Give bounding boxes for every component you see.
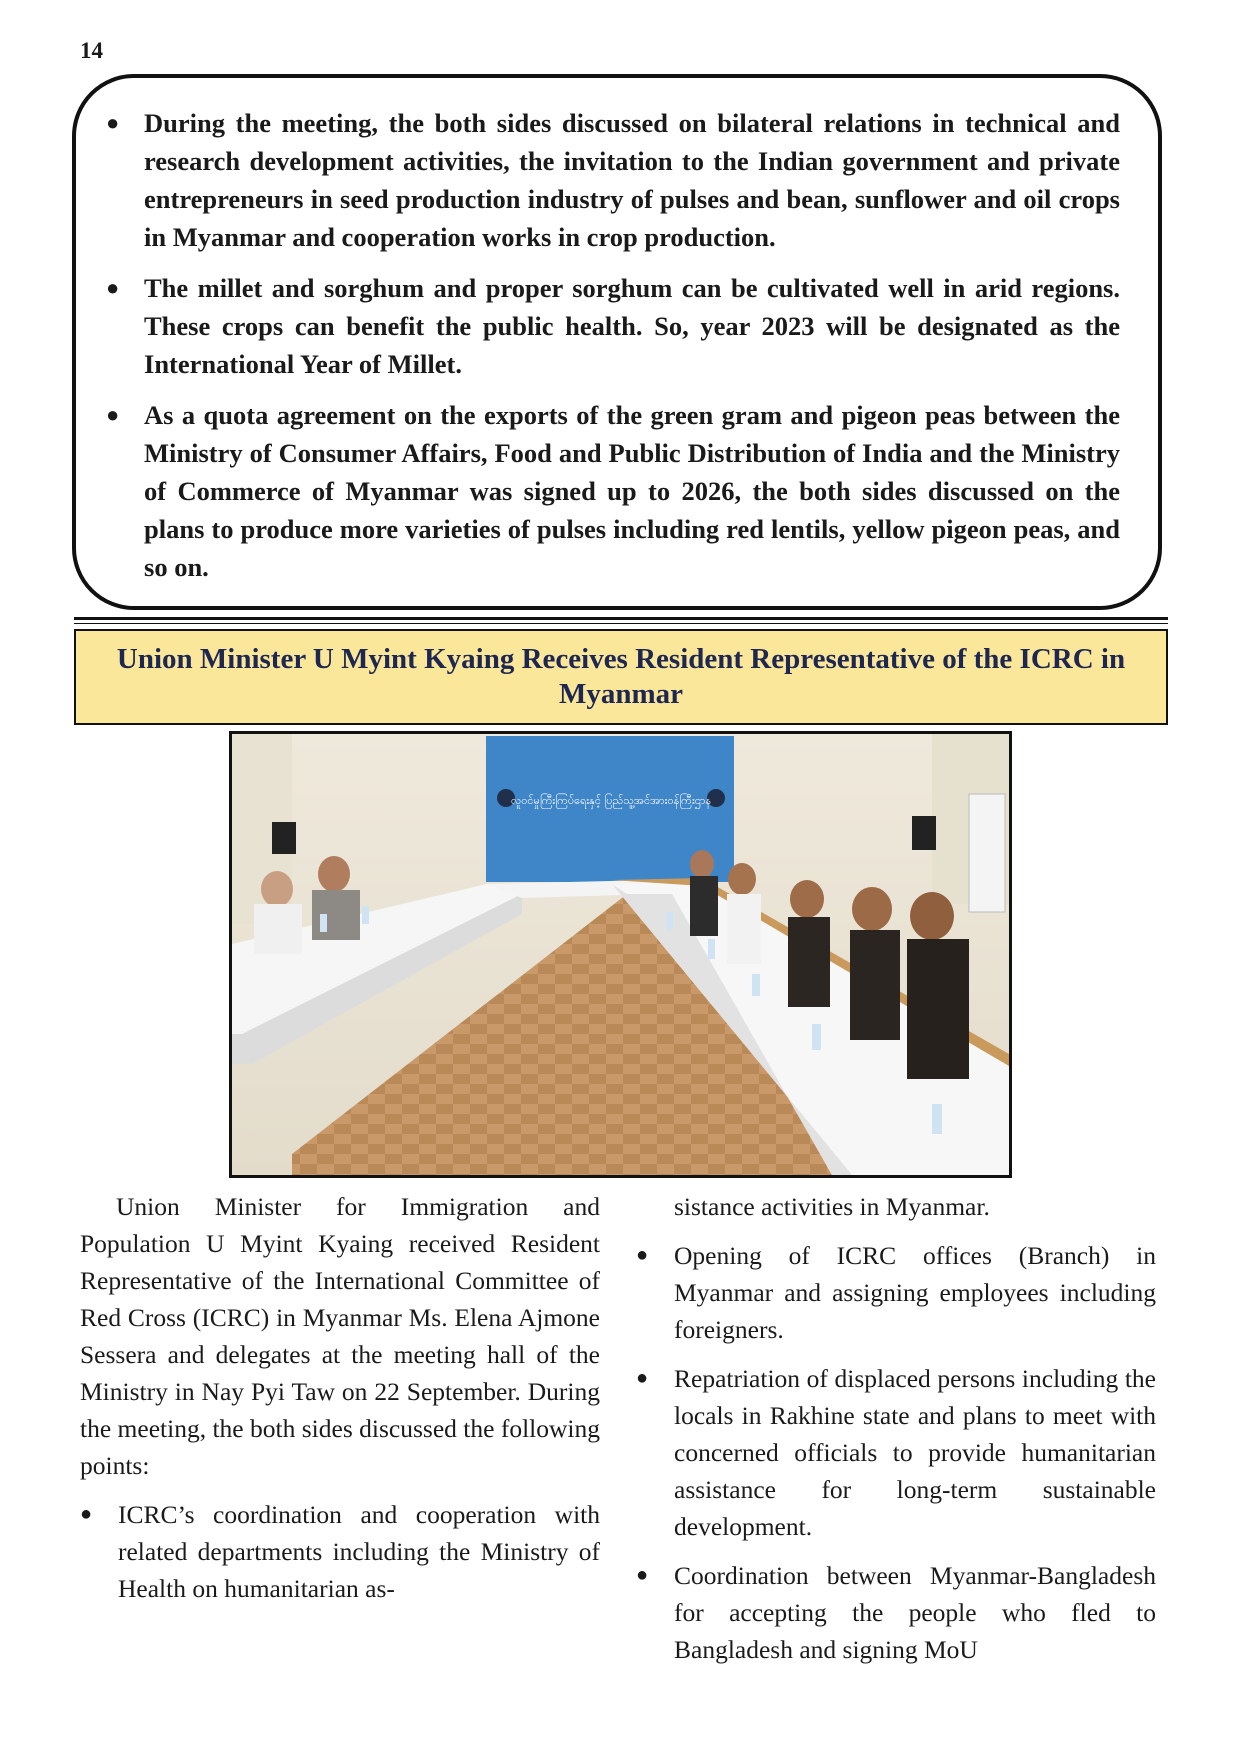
bullet-icon: ●	[636, 1367, 649, 1389]
summary-bullet-list	[106, 104, 1120, 586]
article-bullet-text: Opening of ICRC offices (Branch) in Myanmar and assigning employees including foreigners.	[674, 1241, 1156, 1344]
bullet-icon: ●	[636, 1564, 649, 1586]
article-headline: Union Minister U Myint Kyaing Receives Resident Representative of the ICRC in Myanmar	[74, 629, 1168, 725]
article-bullet	[636, 1237, 1156, 1348]
banner-text: လူဝင်မှုကြီးကြပ်ရေးနှင့် ပြည်သူ့အင်အားဝန်ကြီးဌာန	[510, 794, 712, 807]
bullet-icon: ●	[80, 1503, 93, 1525]
article-column-right	[636, 1188, 1156, 1668]
article-bullet-text: Coordination between Myanmar-Bangladesh for accepting the people who fled to Bangladesh and signing MoU	[674, 1561, 1156, 1664]
article-intro: Union Minister for Immigration and Population U Myint Kyaing received Resident Representative of the International Committee of Red Cross (ICRC) in Myanmar Ms. Elena Ajmone Sessera and delegates at the meeting hall of the Ministry in Nay Pyi Taw on 22 September. During the meeting, the both sides discussed the following points:	[80, 1192, 600, 1480]
summary-bullet	[106, 104, 1120, 256]
page-number: 14	[80, 38, 103, 63]
divider-rule	[74, 617, 1168, 620]
left-bullet-list	[80, 1496, 600, 1607]
bullet-icon: ●	[106, 110, 120, 135]
summary-bullet-text: As a quota agreement on the exports of the green gram and pigeon peas between the Ministry of Consumer Affairs, Food and Public Distribution of India and the Ministry of Commerce of Myanmar was signed up to 2026, the both sides discussed on the plans to produce more varieties of pulses including red lentils, yellow pigeon peas, and so on.	[144, 400, 1120, 582]
article-bullet-text: Repatriation of displaced persons including the locals in Rakhine state and plans to meet with concerned officials to provide humanitarian assistance for long-term sustainable development.	[674, 1364, 1156, 1541]
article-column-left	[80, 1188, 600, 1607]
article-bullet-text: ICRC’s coordination and cooperation with related departments including the Ministry of Health on humanitarian as-	[118, 1500, 600, 1603]
summary-bullet	[106, 396, 1120, 586]
article-bullet	[636, 1360, 1156, 1545]
right-bullet-list	[636, 1237, 1156, 1668]
meeting-photo	[229, 731, 1012, 1178]
summary-bullet	[106, 269, 1120, 383]
bullet-icon: ●	[106, 402, 120, 427]
summary-bullet-text: During the meeting, the both sides discussed on bilateral relations in technical and research development activities, the invitation to the Indian government and private entrepreneurs in seed production industry of pulses and bean, sunflower and oil crops in Myanmar and cooperation works in crop production.	[144, 108, 1120, 252]
article-bullet	[636, 1557, 1156, 1668]
bullet-icon: ●	[106, 275, 120, 300]
summary-box	[72, 74, 1162, 610]
divider-rule	[74, 623, 1168, 624]
bullet-continuation: sistance activities in Myanmar.	[674, 1192, 990, 1221]
article-bullet	[80, 1496, 600, 1607]
summary-bullet-text: The millet and sorghum and proper sorghum can be cultivated well in arid regions. These crops can benefit the public health. So, year 2023 will be designated as the International Year of Millet.	[144, 273, 1120, 379]
bullet-icon: ●	[636, 1244, 649, 1266]
